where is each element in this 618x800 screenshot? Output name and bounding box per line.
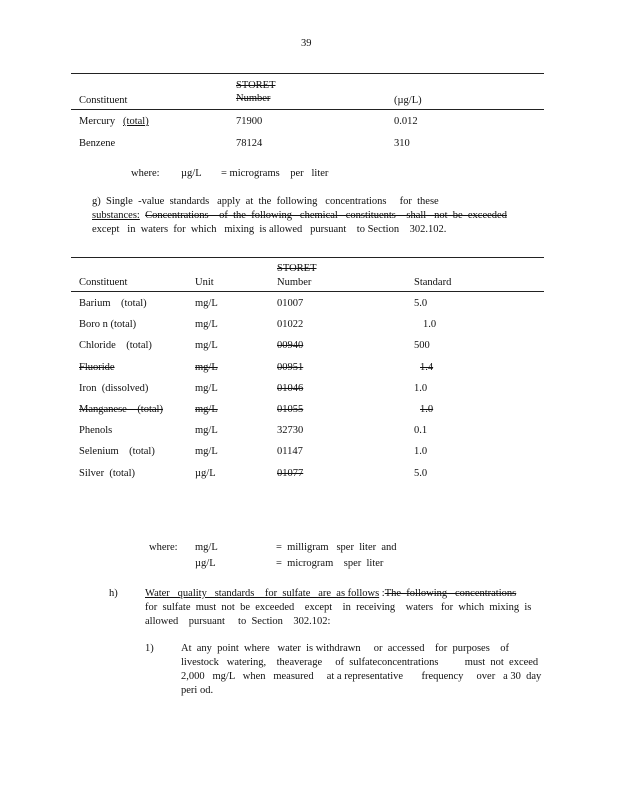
table2-cell-storet: 32730 — [277, 425, 304, 436]
table2-cell-unit: mg/L — [195, 362, 218, 373]
para-h-line1 — [145, 588, 516, 600]
para-h1-line2: livestock watering, theaverage of sulfateconcentrations must not exceed — [181, 657, 539, 668]
where1-label: where: — [131, 168, 160, 179]
table1-header-constituent: Constituent — [79, 95, 128, 106]
para-g-struck: Concentrations of the following chemical constituents shall not be exceeded — [145, 210, 507, 221]
table2-cell-standard: 1.0 — [414, 383, 428, 394]
table2-cell-constituent: Silver (total) — [79, 468, 135, 479]
table2-cell-storet: 01022 — [277, 319, 304, 330]
table2-cell-storet: 01007 — [277, 298, 304, 309]
table1-row-name: Benzene — [79, 138, 116, 149]
table1-row-value: 310 — [394, 138, 410, 149]
table2-header-storet-1: STORET — [277, 263, 317, 274]
table2-cell-constituent: Selenium (total) — [79, 446, 155, 457]
para-g-line1: g) Single -value standards apply at the following concentrations for these — [92, 196, 439, 207]
where2-unit-2: µg/L — [195, 558, 216, 569]
table2-cell-storet: 01077 — [277, 468, 304, 479]
table2-top-rule — [71, 257, 544, 258]
table2-header-storet-2: Number — [277, 277, 312, 288]
table2-cell-storet: 01055 — [277, 404, 304, 415]
table1-row-qualifier: (total) — [123, 116, 149, 127]
table2-cell-unit: mg/L — [195, 446, 218, 457]
para-h-colon: : — [379, 588, 385, 599]
table2-cell-storet: 01147 — [277, 446, 303, 457]
table1-header-storet-1: STORET — [236, 80, 276, 91]
where1-definition: = micrograms per liter — [221, 168, 329, 179]
table2-cell-constituent: Boro n (total) — [79, 319, 137, 330]
table2-cell-standard: 1.0 — [420, 404, 434, 415]
table2-cell-standard: 0.1 — [414, 425, 428, 436]
where2-definition-1: = milligram sper liter and — [276, 542, 397, 553]
para-g-underlined: substances: — [92, 210, 140, 221]
para-h1-line4: peri od. — [181, 685, 214, 696]
where1-unit: µg/L — [181, 168, 202, 179]
table1-header-storet-2: Number — [236, 93, 271, 104]
table2-header-unit: Unit — [195, 277, 214, 288]
where2-definition-2: = microgram sper liter — [276, 558, 384, 569]
table2-cell-unit: mg/L — [195, 383, 218, 394]
table2-header-rule — [71, 291, 544, 292]
table2-cell-unit: mg/L — [195, 425, 218, 436]
table2-cell-constituent: Fluoride — [79, 362, 115, 373]
table1-row-storet: 78124 — [236, 138, 263, 149]
table2-cell-storet: 01046 — [277, 383, 304, 394]
table2-cell-constituent: Chloride (total) — [79, 340, 152, 351]
para-g-line3: except in waters for which mixing is allowed pursuant to Section 302.102. — [92, 224, 447, 235]
table1-row-value: 0.012 — [394, 116, 418, 127]
table2-cell-storet: 00951 — [277, 362, 304, 373]
table2-cell-unit: µg/L — [195, 468, 216, 479]
table2-cell-standard: 500 — [414, 340, 430, 351]
table2-cell-standard: 1.0 — [423, 319, 437, 330]
table2-cell-storet: 00940 — [277, 340, 304, 351]
table2-cell-standard: 5.0 — [414, 468, 428, 479]
para-g-line2 — [92, 210, 507, 222]
table1-row-name-text: Mercury — [79, 116, 116, 127]
para-h1-label: 1) — [145, 643, 154, 654]
table2-cell-standard: 1.0 — [414, 446, 428, 457]
table2-cell-constituent: Phenols — [79, 425, 113, 436]
table1-row-storet: 71900 — [236, 116, 263, 127]
para-h-line3: allowed pursuant to Section 302.102: — [145, 616, 331, 627]
table2-cell-constituent: Iron (dissolved) — [79, 383, 149, 394]
table2-header-standard: Standard — [414, 277, 452, 288]
para-h-struck: The following concentrations — [384, 588, 517, 599]
page-number: 39 — [301, 38, 312, 49]
table2-cell-unit: mg/L — [195, 404, 218, 415]
para-h-line2: for sulfate must not be exceeded except in receiving waters for which mixing is — [145, 602, 532, 613]
table1-top-rule — [71, 73, 544, 74]
para-h-underlined: Water quality standards for sulfate are as follows — [145, 588, 380, 599]
table2-cell-unit: mg/L — [195, 319, 218, 330]
where2-label: where: — [149, 542, 178, 553]
table1-header-unit: (µg/L) — [394, 95, 422, 106]
table1-row-name — [79, 116, 149, 128]
table1-header-rule — [71, 109, 544, 110]
table2-cell-unit: mg/L — [195, 298, 218, 309]
table2-cell-standard: 5.0 — [414, 298, 428, 309]
table2-cell-unit: mg/L — [195, 340, 218, 351]
where2-unit-1: mg/L — [195, 542, 218, 553]
table2-cell-constituent: Barium (total) — [79, 298, 147, 309]
para-h1-line1: At any point where water is withdrawn or accessed for purposes of — [181, 643, 510, 654]
table2-header-constituent: Constituent — [79, 277, 128, 288]
para-h1-line3: 2,000 mg/L when measured at a representative frequency over a 30 day — [181, 671, 542, 682]
table2-cell-constituent: Manganese (total) — [79, 404, 163, 415]
table2-cell-standard: 1.4 — [420, 362, 434, 373]
para-h-label: h) — [109, 588, 118, 599]
